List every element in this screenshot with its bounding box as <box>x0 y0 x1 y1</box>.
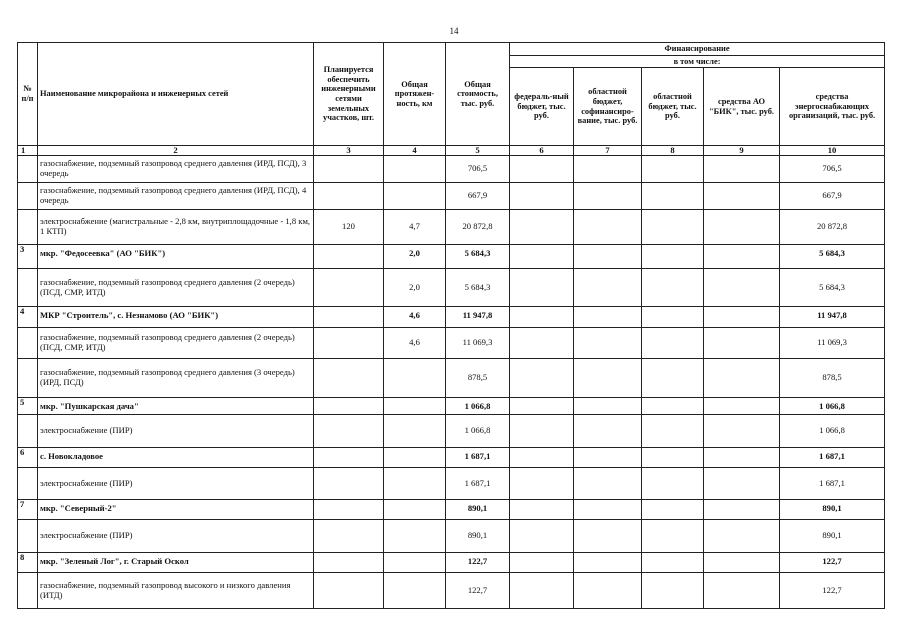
row-federal <box>510 398 574 415</box>
row-plots <box>314 468 384 500</box>
row-regional <box>642 328 704 359</box>
row-federal <box>510 573 574 609</box>
header-regional-cofin: областной бюджет, софинансиро-вание, тыс. руб. <box>574 68 642 146</box>
row-plots <box>314 415 384 448</box>
row-bik <box>704 245 780 269</box>
column-number: 3 <box>314 146 384 156</box>
row-name: газоснабжение, подземный газопровод среднего давления (ИРД, ПСД), 3 очередь <box>38 156 314 183</box>
row-federal <box>510 183 574 210</box>
row-number: 6 <box>18 448 38 468</box>
row-federal <box>510 359 574 398</box>
row-bik <box>704 573 780 609</box>
section-row <box>18 307 885 328</box>
header-num: № п/п <box>18 43 38 146</box>
row-plots <box>314 359 384 398</box>
row-plots <box>314 183 384 210</box>
row-total-cost: 122,7 <box>446 553 510 573</box>
row-regional-cofin <box>574 448 642 468</box>
row-regional-cofin <box>574 520 642 553</box>
row-energy: 890,1 <box>780 520 885 553</box>
column-number: 6 <box>510 146 574 156</box>
row-plots <box>314 573 384 609</box>
table-row <box>18 573 885 609</box>
row-name: газоснабжение, подземный газопровод среднего давления (2 очередь) (ПСД, СМР, ИТД) <box>38 328 314 359</box>
row-energy: 890,1 <box>780 500 885 520</box>
header-total-cost: Общая стоимость, тыс. руб. <box>446 43 510 146</box>
row-length <box>384 359 446 398</box>
header-financing: Финансирование <box>510 43 885 56</box>
row-length <box>384 183 446 210</box>
column-number-row <box>18 146 885 156</box>
column-number: 2 <box>38 146 314 156</box>
row-plots <box>314 269 384 307</box>
row-regional <box>642 468 704 500</box>
row-number <box>18 573 38 609</box>
row-length <box>384 448 446 468</box>
row-name: газоснабжение, подземный газопровод высокого и низкого давления (ИТД) <box>38 573 314 609</box>
row-regional <box>642 245 704 269</box>
row-federal <box>510 245 574 269</box>
row-total-cost: 890,1 <box>446 500 510 520</box>
row-number <box>18 269 38 307</box>
row-total-cost: 20 872,8 <box>446 210 510 245</box>
header-including: в том числе: <box>510 56 885 68</box>
row-federal <box>510 210 574 245</box>
row-number <box>18 520 38 553</box>
row-bik <box>704 156 780 183</box>
financing-table <box>17 42 885 609</box>
row-total-cost: 5 684,3 <box>446 269 510 307</box>
row-total-cost: 1 687,1 <box>446 468 510 500</box>
row-bik <box>704 307 780 328</box>
row-regional-cofin <box>574 553 642 573</box>
row-regional-cofin <box>574 415 642 448</box>
section-row <box>18 245 885 269</box>
row-number: 7 <box>18 500 38 520</box>
row-name: с. Новокладовое <box>38 448 314 468</box>
row-name: электроснабжение (магистральные - 2,8 км, внутриплощадочные - 1,8 км, 1 КТП) <box>38 210 314 245</box>
row-name: МКР "Строитель", с. Незнамово (АО "БИК") <box>38 307 314 328</box>
row-plots <box>314 448 384 468</box>
row-energy: 1 066,8 <box>780 415 885 448</box>
row-length <box>384 156 446 183</box>
row-total-cost: 878,5 <box>446 359 510 398</box>
table-row <box>18 183 885 210</box>
row-total-cost: 890,1 <box>446 520 510 553</box>
row-federal <box>510 520 574 553</box>
section-row <box>18 398 885 415</box>
row-regional-cofin <box>574 573 642 609</box>
row-total-cost: 11 069,3 <box>446 328 510 359</box>
row-length <box>384 553 446 573</box>
row-total-cost: 1 066,8 <box>446 415 510 448</box>
section-row <box>18 500 885 520</box>
header-plots: Планируется обеспечить инженерными сетями земельных участков, шт. <box>314 43 384 146</box>
row-total-cost: 1 687,1 <box>446 448 510 468</box>
row-plots <box>314 398 384 415</box>
table-row <box>18 328 885 359</box>
row-plots <box>314 156 384 183</box>
row-federal <box>510 500 574 520</box>
row-regional <box>642 573 704 609</box>
row-plots <box>314 245 384 269</box>
row-number: 3 <box>18 245 38 269</box>
row-total-cost: 122,7 <box>446 573 510 609</box>
row-number <box>18 468 38 500</box>
row-bik <box>704 359 780 398</box>
row-federal <box>510 415 574 448</box>
row-regional-cofin <box>574 398 642 415</box>
row-total-cost: 5 684,3 <box>446 245 510 269</box>
row-total-cost: 667,9 <box>446 183 510 210</box>
row-energy: 1 687,1 <box>780 468 885 500</box>
row-length <box>384 520 446 553</box>
row-length: 4,6 <box>384 307 446 328</box>
row-regional-cofin <box>574 245 642 269</box>
column-number: 8 <box>642 146 704 156</box>
row-name: электроснабжение (ПИР) <box>38 415 314 448</box>
row-bik <box>704 468 780 500</box>
row-regional-cofin <box>574 269 642 307</box>
row-regional <box>642 269 704 307</box>
row-energy: 122,7 <box>780 573 885 609</box>
row-length: 2,0 <box>384 269 446 307</box>
row-regional <box>642 183 704 210</box>
column-number: 9 <box>704 146 780 156</box>
row-federal <box>510 553 574 573</box>
row-regional-cofin <box>574 183 642 210</box>
row-number <box>18 156 38 183</box>
row-energy: 20 872,8 <box>780 210 885 245</box>
row-energy: 1 687,1 <box>780 448 885 468</box>
row-plots: 120 <box>314 210 384 245</box>
row-energy: 667,9 <box>780 183 885 210</box>
column-number: 5 <box>446 146 510 156</box>
row-federal <box>510 269 574 307</box>
row-regional-cofin <box>574 307 642 328</box>
table-row <box>18 359 885 398</box>
column-number: 10 <box>780 146 885 156</box>
table-row <box>18 415 885 448</box>
row-regional <box>642 307 704 328</box>
row-length <box>384 500 446 520</box>
row-length: 4,7 <box>384 210 446 245</box>
row-name: газоснабжение, подземный газопровод среднего давления (3 очередь) (ИРД, ПСД) <box>38 359 314 398</box>
row-length <box>384 415 446 448</box>
row-energy: 5 684,3 <box>780 269 885 307</box>
header-name: Наименование микрорайона и инженерных сетей <box>38 43 314 146</box>
row-energy: 122,7 <box>780 553 885 573</box>
row-federal <box>510 448 574 468</box>
row-plots <box>314 520 384 553</box>
row-regional-cofin <box>574 210 642 245</box>
row-plots <box>314 307 384 328</box>
row-regional <box>642 156 704 183</box>
row-regional <box>642 448 704 468</box>
row-total-cost: 11 947,8 <box>446 307 510 328</box>
row-number: 4 <box>18 307 38 328</box>
row-regional-cofin <box>574 500 642 520</box>
row-regional <box>642 210 704 245</box>
column-number: 7 <box>574 146 642 156</box>
row-federal <box>510 307 574 328</box>
row-regional <box>642 359 704 398</box>
row-number <box>18 359 38 398</box>
row-regional-cofin <box>574 468 642 500</box>
row-bik <box>704 500 780 520</box>
row-total-cost: 1 066,8 <box>446 398 510 415</box>
row-number: 5 <box>18 398 38 415</box>
row-bik <box>704 448 780 468</box>
row-energy: 1 066,8 <box>780 398 885 415</box>
row-energy: 5 684,3 <box>780 245 885 269</box>
row-name: электроснабжение (ПИР) <box>38 520 314 553</box>
row-name: электроснабжение (ПИР) <box>38 468 314 500</box>
row-number <box>18 328 38 359</box>
row-bik <box>704 520 780 553</box>
section-row <box>18 448 885 468</box>
row-number <box>18 183 38 210</box>
header-federal: федераль-ный бюджет, тыс. руб. <box>510 68 574 146</box>
row-regional-cofin <box>574 359 642 398</box>
row-plots <box>314 328 384 359</box>
row-regional-cofin <box>574 156 642 183</box>
row-name: мкр. "Северный-2" <box>38 500 314 520</box>
table-row <box>18 156 885 183</box>
page-number: 14 <box>449 26 459 36</box>
row-length <box>384 468 446 500</box>
row-regional <box>642 398 704 415</box>
row-bik <box>704 210 780 245</box>
table-row <box>18 210 885 245</box>
table-row <box>18 468 885 500</box>
row-regional <box>642 553 704 573</box>
row-federal <box>510 156 574 183</box>
column-number: 1 <box>18 146 38 156</box>
row-bik <box>704 415 780 448</box>
table-row <box>18 520 885 553</box>
row-energy: 706,5 <box>780 156 885 183</box>
row-bik <box>704 553 780 573</box>
header-energy: средства энергоснабжающих организаций, тыс. руб. <box>780 68 885 146</box>
row-total-cost: 706,5 <box>446 156 510 183</box>
row-energy: 878,5 <box>780 359 885 398</box>
row-regional <box>642 500 704 520</box>
header-regional: областной бюджет, тыс. руб. <box>642 68 704 146</box>
table-row <box>18 269 885 307</box>
row-name: мкр. "Пушкарская дача" <box>38 398 314 415</box>
row-bik <box>704 398 780 415</box>
row-energy: 11 069,3 <box>780 328 885 359</box>
column-number: 4 <box>384 146 446 156</box>
row-bik <box>704 183 780 210</box>
row-federal <box>510 468 574 500</box>
row-number: 8 <box>18 553 38 573</box>
row-name: мкр. "Зеленый Лог", г. Старый Оскол <box>38 553 314 573</box>
row-length: 4,6 <box>384 328 446 359</box>
row-length <box>384 573 446 609</box>
row-length: 2,0 <box>384 245 446 269</box>
section-row <box>18 553 885 573</box>
header-length: Общая протяжен-ность, км <box>384 43 446 146</box>
row-name: газоснабжение, подземный газопровод среднего давления (2 очередь) (ПСД, СМР, ИТД) <box>38 269 314 307</box>
row-regional-cofin <box>574 328 642 359</box>
row-federal <box>510 328 574 359</box>
row-name: газоснабжение, подземный газопровод среднего давления (ИРД, ПСД), 4 очередь <box>38 183 314 210</box>
row-regional <box>642 520 704 553</box>
row-length <box>384 398 446 415</box>
row-number <box>18 210 38 245</box>
row-plots <box>314 500 384 520</box>
row-bik <box>704 328 780 359</box>
row-number <box>18 415 38 448</box>
row-plots <box>314 553 384 573</box>
table-body <box>18 156 885 609</box>
row-energy: 11 947,8 <box>780 307 885 328</box>
header-bik: средства АО "БИК", тыс. руб. <box>704 68 780 146</box>
row-bik <box>704 269 780 307</box>
row-name: мкр. "Федосеевка" (АО "БИК") <box>38 245 314 269</box>
row-regional <box>642 415 704 448</box>
